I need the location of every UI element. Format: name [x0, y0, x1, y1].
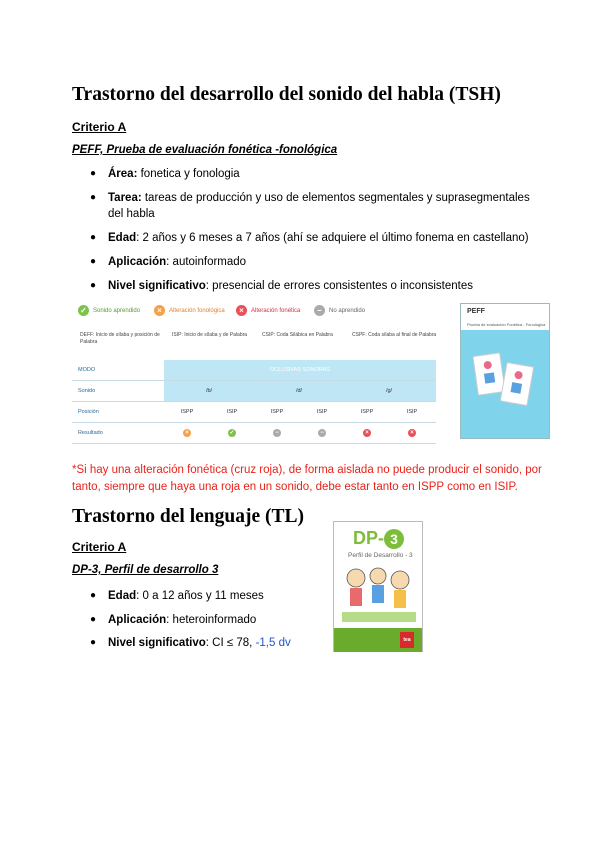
table-row: Sonido /b/ /d/ /g/: [72, 381, 436, 402]
legend-item: × Alteración fonética: [236, 305, 300, 316]
table-row: MODO OCLUSIVAS SONORAS: [72, 360, 436, 381]
cross-red-icon: ×: [408, 429, 416, 437]
dp3-book-cover: DP- 3 Perfil de Desarrollo - 3 tea: [333, 521, 423, 652]
test-name-dp3: DP-3, Perfil de desarrollo 3: [72, 564, 219, 576]
minus-icon: −: [273, 429, 281, 437]
list-item: ● Tarea: tareas de producción y uso de elementos segmentales y suprasegmentales del habla: [90, 192, 530, 220]
list-item: ● Aplicación: heteroinformado: [90, 614, 257, 626]
red-note: *Si hay una alteración fonética (cruz roja), de forma aislada no puede producir el sonido, por tanto, siempre que haya una roja en un sonido, debe estar tanto en ISPP como en ISIP.: [72, 464, 542, 493]
legend-item: − No aprendido: [314, 305, 365, 316]
check-icon: ✓: [78, 305, 89, 316]
peff-book-cover: PEFF Prueba de evaluación Fonética - Fonológica: [460, 303, 550, 439]
list-item: ● Edad: 2 años y 6 meses a 7 años (ahí se adquiere el último fonema en castellano): [90, 232, 529, 244]
position-definitions: DEFF: Inicio de sílaba y posición de Palabra ISIP: Inicio de sílaba y de Palabra CSIP: Coda Silábica en Palabra CSPF: Coda sílaba al final de Palabra: [80, 332, 437, 345]
list-item: ● Nivel significativo: presencial de errores consistentes o inconsistentes: [90, 280, 473, 292]
test-name-peff: PEFF, Prueba de evaluación fonética -fonológica: [72, 144, 338, 156]
results-table: [72, 360, 436, 446]
check-icon: ✓: [229, 430, 235, 436]
peff-results-figure: [72, 302, 436, 444]
criterio-a-heading: Criterio A: [72, 120, 127, 134]
card-illustration: [472, 352, 505, 396]
list-item: ● Nivel significativo: CI ≤ 78, -1,5 dv: [90, 637, 291, 649]
cross-red-icon: ×: [236, 305, 247, 316]
card-illustration: [500, 362, 535, 406]
minus-icon: −: [318, 429, 326, 437]
minus-icon: −: [314, 305, 325, 316]
children-illustration: [342, 564, 416, 626]
legend-item: ✓ Sonido aprendido: [78, 305, 140, 316]
criterio-a-heading: Criterio A: [72, 540, 127, 554]
section-title-tsh: Trastorno del desarrollo del sonido del habla (TSH): [72, 84, 501, 105]
dp3-logo: DP- 3: [353, 528, 404, 549]
list-item: ● Edad: 0 a 12 años y 11 meses: [90, 590, 264, 602]
list-item: ● Aplicación: autoinformado: [90, 256, 247, 268]
list-item: ● Área: fonetica y fonologia: [90, 168, 240, 180]
cross-orange-icon: ×: [183, 429, 191, 437]
legend-item: × Alteración fonológica: [154, 305, 225, 316]
cross-red-icon: ×: [363, 429, 371, 437]
cross-orange-icon: ×: [154, 305, 165, 316]
figure-legend: [72, 302, 436, 320]
table-row: Resultado × ✓ − − × ×: [72, 423, 436, 444]
section-title-tl: Trastorno del lenguaje (TL): [72, 506, 305, 527]
table-row: Posición ISPP ISIP ISPP ISIP ISPP ISIP: [72, 402, 436, 423]
